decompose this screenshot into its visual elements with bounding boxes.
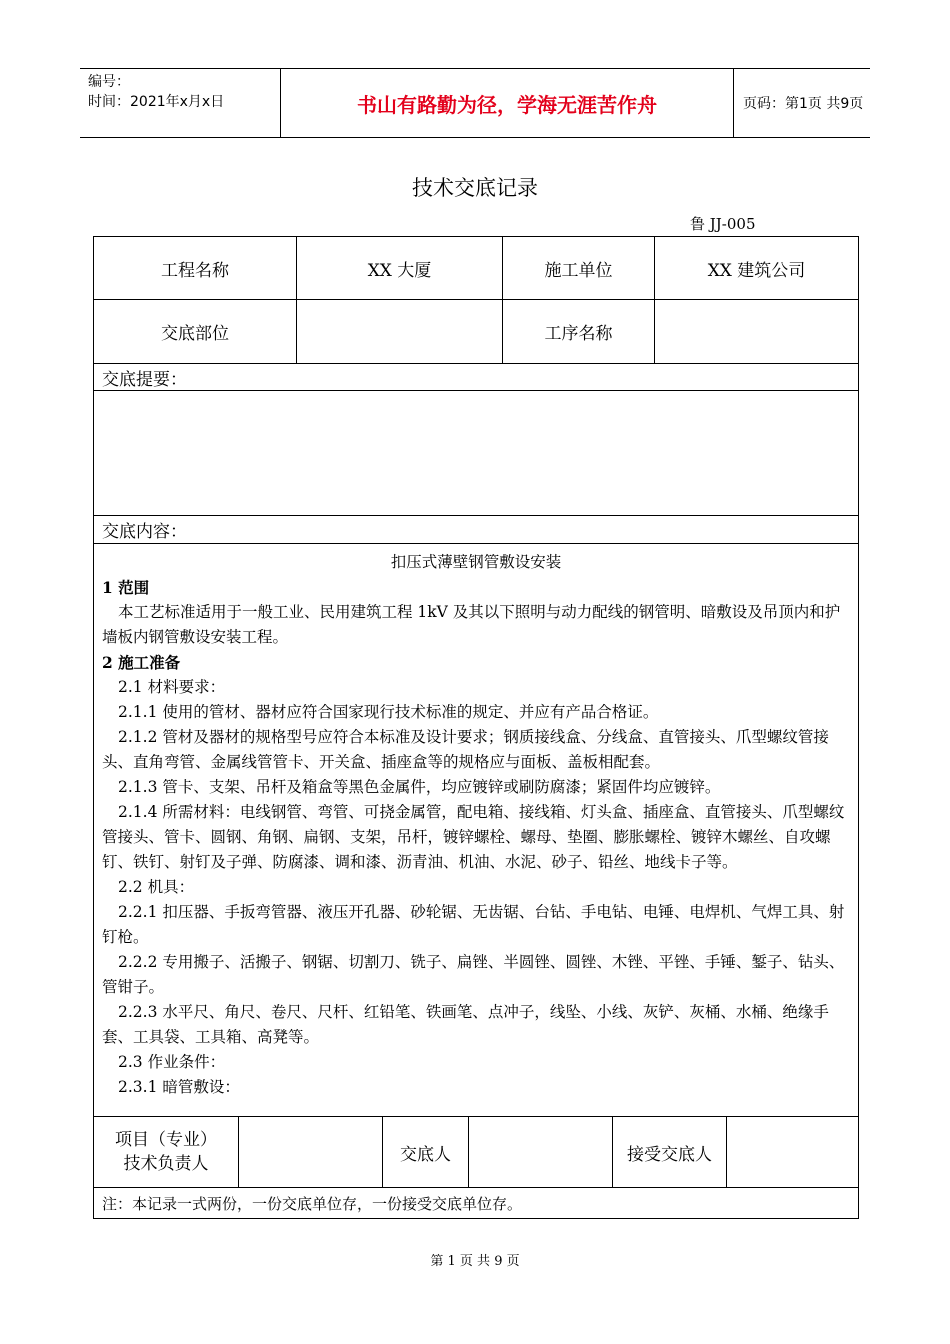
content-line: 1 范围 — [102, 578, 150, 597]
receiver-signature[interactable] — [726, 1117, 858, 1187]
content-label: 交底内容： — [94, 516, 858, 544]
signature-row — [94, 1117, 858, 1188]
form-code: 鲁 JJ-005 — [690, 215, 756, 233]
summary-label: 交底提要： — [94, 364, 858, 391]
summary-body — [94, 391, 858, 516]
table-row — [94, 237, 858, 300]
content-line: 2.2 机具： — [118, 878, 195, 896]
discloser-label: 交底人 — [382, 1117, 468, 1187]
number-label: 编号： — [88, 74, 130, 90]
content-line: 2.2.1 扣压器、手扳弯管器、液压开孔器、砂轮锯、无齿锯、台钻、手电钻、电锤、电焊机、气焊工具、射钉枪。 — [102, 903, 845, 946]
page-title: 技术交底记录 — [412, 176, 538, 200]
process-name-label: 工序名称 — [502, 300, 654, 363]
time-label: 时间：2021年x月x日 — [88, 94, 225, 110]
process-name-value — [654, 300, 858, 363]
document-header — [80, 68, 870, 138]
disclosure-form-table — [93, 236, 859, 1219]
note: 注：本记录一式两份，一份交底单位存，一份接受交底单位存。 — [102, 1194, 523, 1213]
construction-unit-label: 施工单位 — [502, 237, 654, 299]
content-body — [94, 544, 858, 1117]
content-line: 2.1.4 所需材料：电线钢管、弯管、可挠金属管，配电箱、接线箱、灯头盒、插座盒、直管接头、爪型螺纹管接头、管卡、圆钢、角钢、扁钢、支架，吊杆，镀锌螺栓、螺母、垫圈、膨胀螺栓、镀锌木螺丝、自攻螺钉、铁钉、射钉及子弹、防腐漆、调和漆、沥青油、机油、水泥、砂子、铅丝、地线卡子等。 — [102, 803, 845, 871]
page-footer: 第 1 页 共 9 页 — [430, 1254, 520, 1269]
project-lead-label: 项目（专业）技术负责人 — [115, 1130, 217, 1174]
table-row — [94, 300, 858, 364]
content-line: 2.1.1 使用的管材、器材应符合国家现行技术标准的规定、并应有产品合格证。 — [118, 703, 659, 721]
content-line: 2.1.3 管卡、支架、吊杆及箱盒等黑色金属件，均应镀锌或刷防腐漆；紧固件均应镀锌。 — [118, 778, 721, 796]
receiver-label: 接受交底人 — [612, 1117, 726, 1187]
content-line: 2.2.2 专用搬子、活搬子、钢锯、切割刀、铣子、扁锉、半圆锉、圆锉、木锉、平锉、手锤、錾子、钻头、管钳子。 — [102, 953, 845, 996]
content-line: 2.2.3 水平尺、角尺、卷尺、尺杆、红铅笔、铁画笔、点冲子，线坠、小线、灰铲、灰桶、水桶、绝缘手套、工具袋、工具箱、高凳等。 — [102, 1003, 829, 1046]
content-line: 2.3.1 暗管敷设： — [118, 1078, 240, 1096]
disclosure-part-value — [296, 300, 502, 363]
discloser-signature[interactable] — [468, 1117, 612, 1187]
content-line: 本工艺标准适用于一般工业、民用建筑工程 1kV 及其以下照明与动力配线的钢管明、暗敷设及吊顶内和护墙板内钢管敷设安装工程。 — [102, 603, 841, 646]
content-line: 2 施工准备 — [102, 653, 181, 672]
content-subtitle: 扣压式薄壁钢管敷设安装 — [390, 553, 562, 571]
content-line: 2.1 材料要求： — [118, 678, 226, 696]
project-name-label: 工程名称 — [161, 260, 229, 281]
header-meta — [80, 69, 280, 137]
project-name-value: XX 大厦 — [296, 237, 502, 299]
header-page-info: 页码：第1页 共9页 — [743, 96, 864, 112]
content-line: 2.3 作业条件： — [118, 1053, 226, 1071]
disclosure-part-label: 交底部位 — [161, 324, 229, 344]
header-motto: 书山有路勤为径，学海无涯苦作舟 — [280, 69, 734, 137]
project-lead-signature[interactable] — [238, 1117, 382, 1187]
content-line: 2.1.2 管材及器材的规格型号应符合本标准及设计要求；钢质接线盒、分线盒、直管接头、爪型螺纹管接头、直角弯管、金属线管管卡、开关盒、插座盒等的规格应与面板、盖板相配套。 — [102, 728, 829, 771]
construction-unit-value: XX 建筑公司 — [654, 237, 858, 299]
